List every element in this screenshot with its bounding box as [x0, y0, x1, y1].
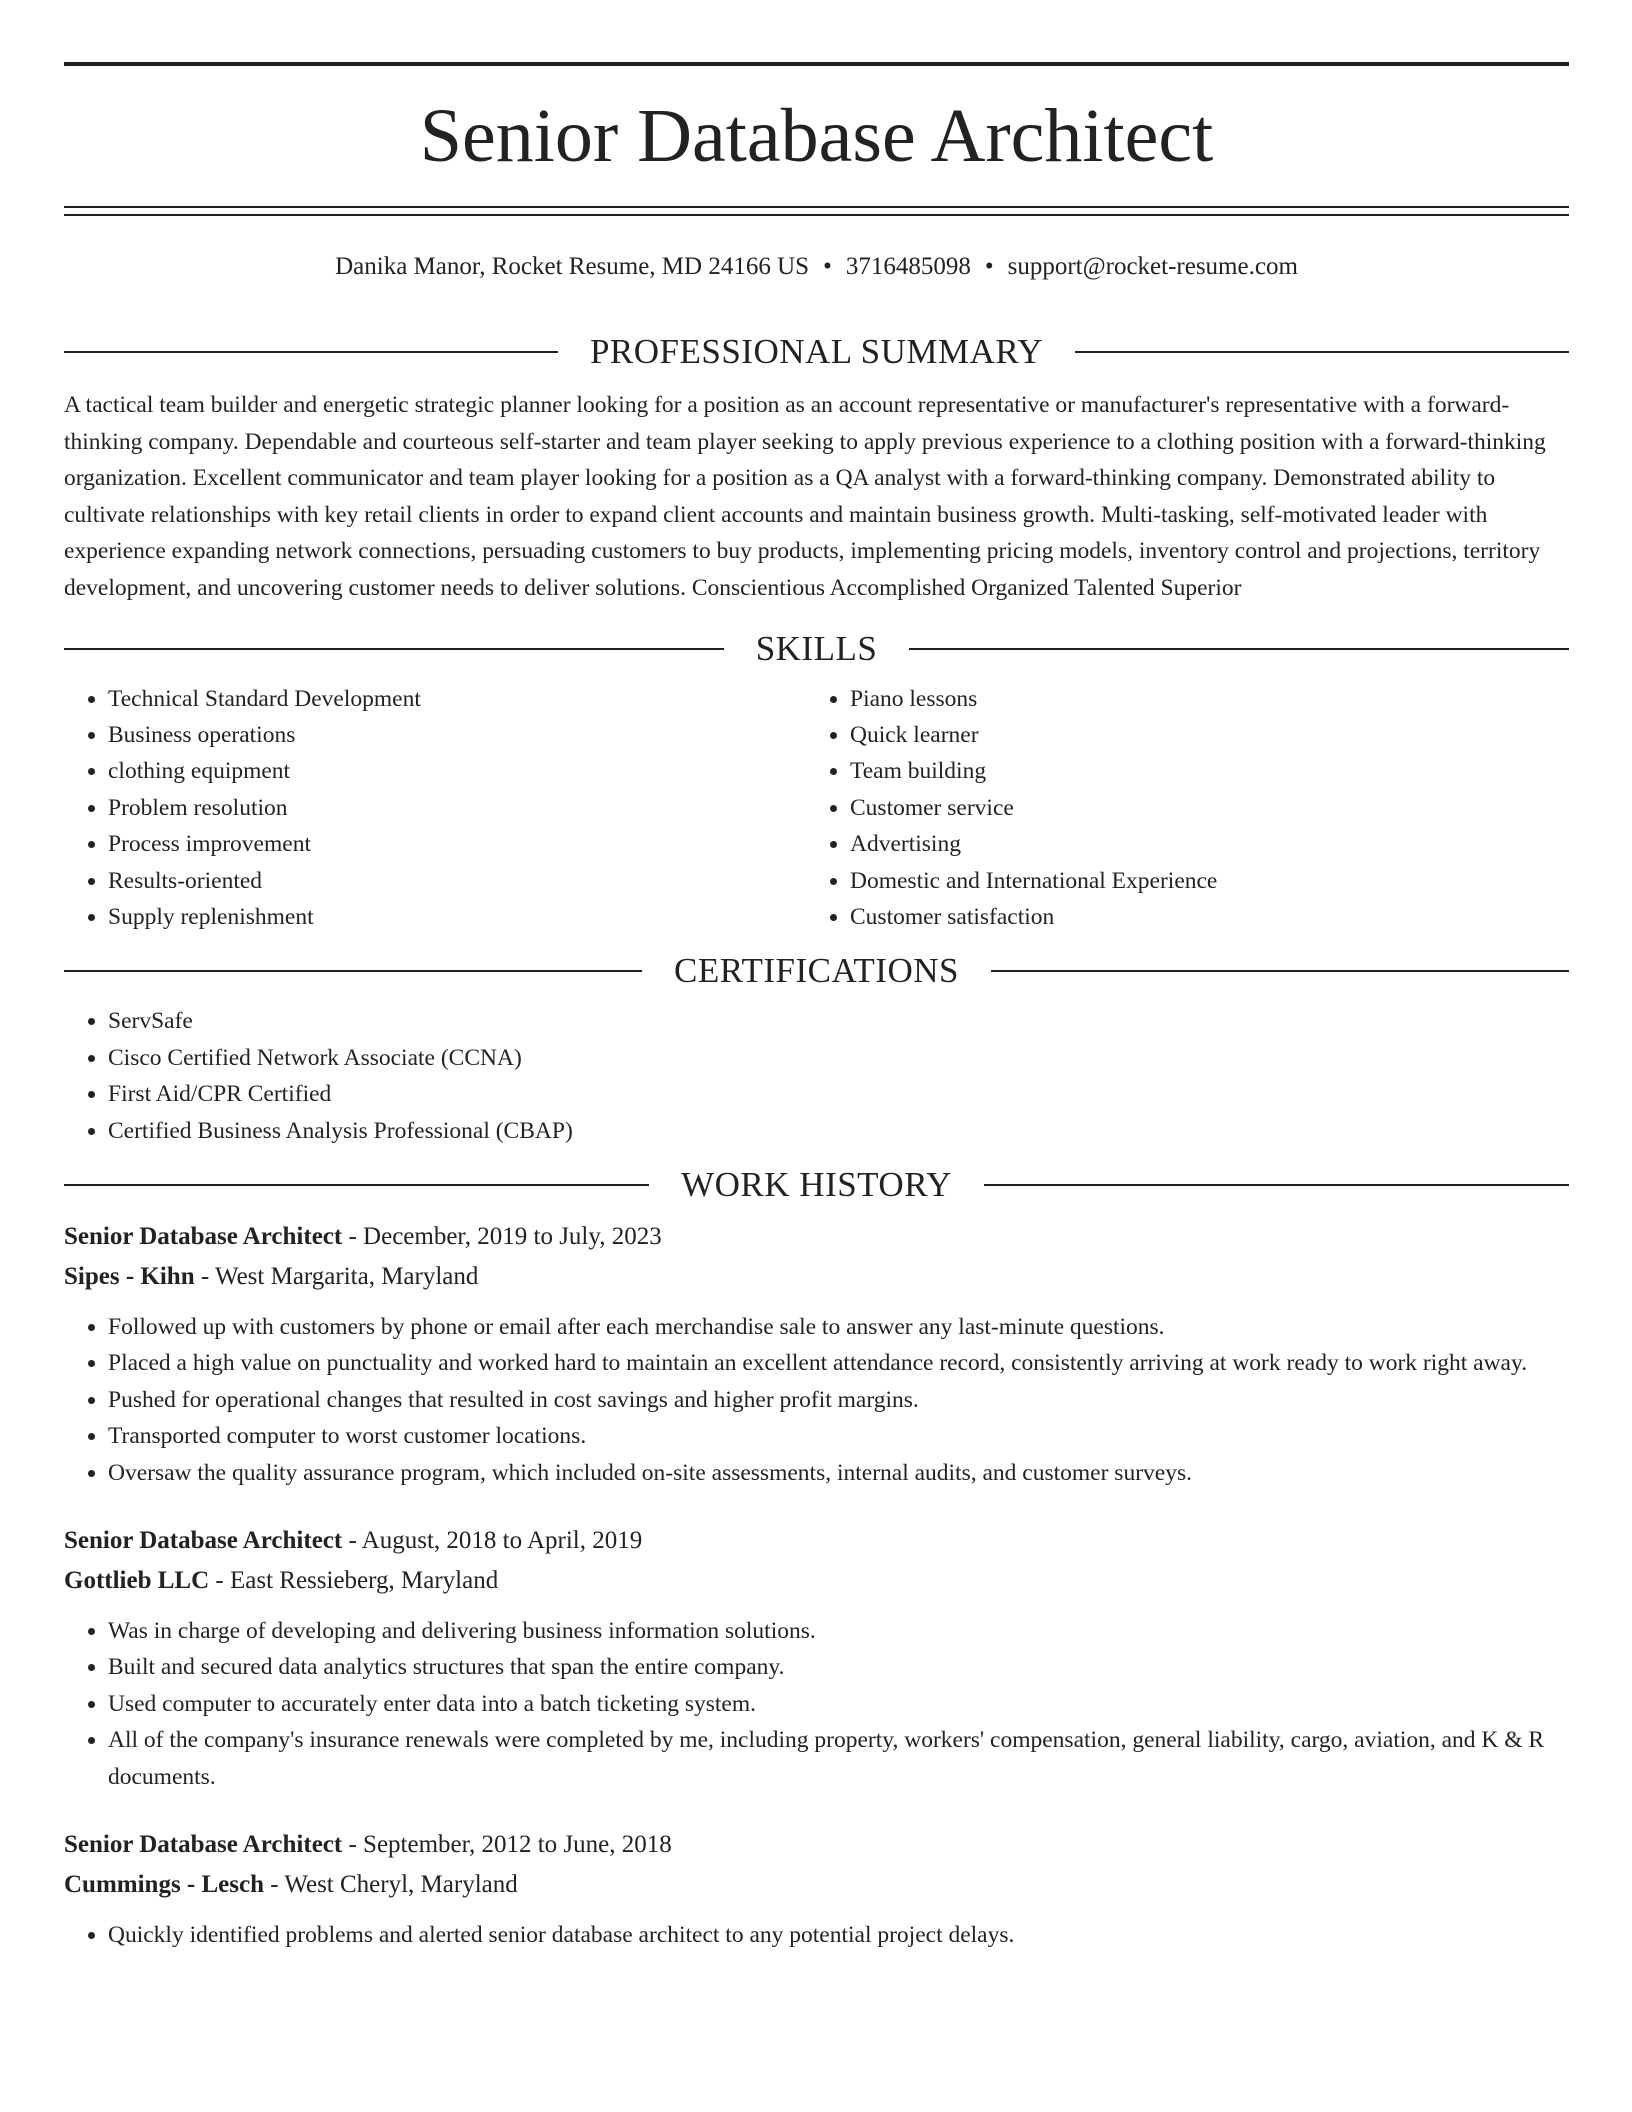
job-bullets	[64, 1309, 1569, 1491]
title-rule-lower	[64, 214, 1569, 216]
heading-rule	[64, 1184, 649, 1186]
job-bullets	[64, 1613, 1569, 1795]
resume-page	[64, 0, 1569, 1954]
job-title: Senior Database Architect	[64, 1831, 343, 1859]
skills-section-heading	[64, 629, 1569, 669]
contact-address: Danika Manor, Rocket Resume, MD 24166 US	[335, 253, 810, 280]
contact-phone: 3716485098	[845, 253, 971, 280]
job-bullet: • Followed up with customers by phone or email after each merchandise sale to answer any last-minute questions.	[108, 1309, 1569, 1345]
job-company: Cummings - Lesch	[64, 1871, 265, 1899]
job-company-line	[64, 1865, 1569, 1905]
skill-item: • Technical Standard Development	[108, 681, 806, 717]
job-company: Gottlieb LLC	[64, 1567, 210, 1595]
certifications-section-heading	[64, 951, 1569, 991]
heading-rule	[64, 970, 642, 972]
job-title: Senior Database Architect	[64, 1223, 343, 1251]
job-location: - East Ressieberg, Maryland	[209, 1567, 499, 1595]
contact-separator: •	[823, 253, 832, 280]
job-bullet: • Pushed for operational changes that resulted in cost savings and higher profit margins.	[108, 1382, 1569, 1418]
job-entry	[64, 1217, 1569, 1491]
job-dates: - September, 2012 to June, 2018	[342, 1831, 672, 1859]
page-title: Senior Database Architect	[419, 94, 1214, 178]
skill-item: • Results-oriented	[108, 863, 806, 899]
summary-section-heading	[64, 332, 1569, 372]
skills-columns	[64, 681, 1569, 936]
job-entry	[64, 1521, 1569, 1795]
job-bullet: • Used computer to accurately enter data into a batch ticketing system.	[108, 1686, 1569, 1722]
skill-item: • Business operations	[108, 717, 806, 753]
skill-item: • Process improvement	[108, 826, 806, 862]
heading-rule	[984, 1184, 1569, 1186]
job-company: Sipes - Kihn	[64, 1263, 195, 1291]
job-title-line	[64, 1521, 1569, 1561]
work-heading: WORK HISTORY	[681, 1165, 952, 1205]
job-bullet: • Quickly identified problems and alerted senior database architect to any potential project delays.	[108, 1917, 1569, 1953]
heading-rule	[64, 351, 558, 353]
summary-heading: PROFESSIONAL SUMMARY	[589, 332, 1044, 371]
certifications-list	[64, 1003, 1569, 1149]
job-bullet: • Built and secured data analytics structures that span the entire company.	[108, 1649, 1569, 1685]
skills-heading: SKILLS	[755, 628, 878, 668]
job-bullet: • Oversaw the quality assurance program, which included on-site assessments, internal audits, and customer surveys.	[108, 1455, 1569, 1491]
job-entry	[64, 1825, 1569, 1953]
heading-rule	[909, 648, 1569, 650]
skill-item: • Domestic and International Experience	[850, 863, 1548, 899]
certification-item: • Cisco Certified Network Associate (CCNA)	[108, 1040, 1569, 1076]
heading-rule	[1075, 351, 1569, 353]
certifications-heading: CERTIFICATIONS	[674, 951, 959, 991]
skills-column-right	[806, 681, 1548, 936]
job-company-line	[64, 1561, 1569, 1601]
contact-email[interactable]: support@rocket-resume.com	[1007, 253, 1298, 280]
job-company-line	[64, 1257, 1569, 1297]
job-bullet: • Transported computer to worst customer locations.	[108, 1418, 1569, 1454]
job-bullet: • Placed a high value on punctuality and worked hard to maintain an excellent attendance record, consistently arriving at work ready to work right away.	[108, 1345, 1569, 1381]
summary-text: A tactical team builder and energetic strategic planner looking for a position as an account representative or manufacturer's representative with a forward-thinking company. Dependable and courteous self-starter and team player seeking to apply previous experience to a clothing position with a forward-thinking organization. Excellent communicator and team player looking for a position as a QA analyst with a forward-thinking company. Demonstrated ability to cultivate relationships with key retail clients in order to expand client accounts and maintain business growth. Multi-tasking, self-motivated leader with experience expanding network connections, persuading customers to buy products, implementing pricing models, inventory control and projections, territory development, and uncovering customer needs to deliver solutions. Conscientious Accomplished Organized Talented Superior	[64, 392, 1546, 601]
job-title-line	[64, 1217, 1569, 1257]
contact-separator: •	[984, 253, 994, 280]
contact-line	[64, 252, 1569, 282]
skill-item: • Quick learner	[850, 717, 1548, 753]
job-bullets	[64, 1917, 1569, 1953]
skill-item: • clothing equipment	[108, 753, 806, 789]
heading-rule	[64, 648, 724, 650]
certification-item: • First Aid/CPR Certified	[108, 1076, 1569, 1112]
job-title: Senior Database Architect	[64, 1527, 343, 1555]
skill-item: • Advertising	[850, 826, 1548, 862]
job-dates: - December, 2019 to July, 2023	[342, 1223, 662, 1251]
skills-column-left	[64, 681, 806, 936]
job-bullet: • Was in charge of developing and delivering business information solutions.	[108, 1613, 1569, 1649]
work-section-heading	[64, 1165, 1569, 1205]
skill-item: • Customer service	[850, 790, 1548, 826]
heading-rule	[991, 970, 1569, 972]
job-dates: - August, 2018 to April, 2019	[342, 1527, 643, 1555]
certification-item: • ServSafe	[108, 1003, 1569, 1039]
certification-item: • Certified Business Analysis Professional (CBAP)	[108, 1113, 1569, 1149]
job-title-line	[64, 1825, 1569, 1865]
skill-item: • Supply replenishment	[108, 899, 806, 935]
skill-item: • Team building	[850, 753, 1548, 789]
job-location: - West Margarita, Maryland	[194, 1263, 479, 1291]
job-bullet: • All of the company's insurance renewals were completed by me, including property, workers' compensation, general liability, cargo, aviation, and K & R documents.	[108, 1722, 1569, 1795]
skill-item: • Piano lessons	[850, 681, 1548, 717]
skill-item: • Customer satisfaction	[850, 899, 1548, 935]
job-location: - West Cheryl, Maryland	[264, 1871, 518, 1899]
skill-item: • Problem resolution	[108, 790, 806, 826]
